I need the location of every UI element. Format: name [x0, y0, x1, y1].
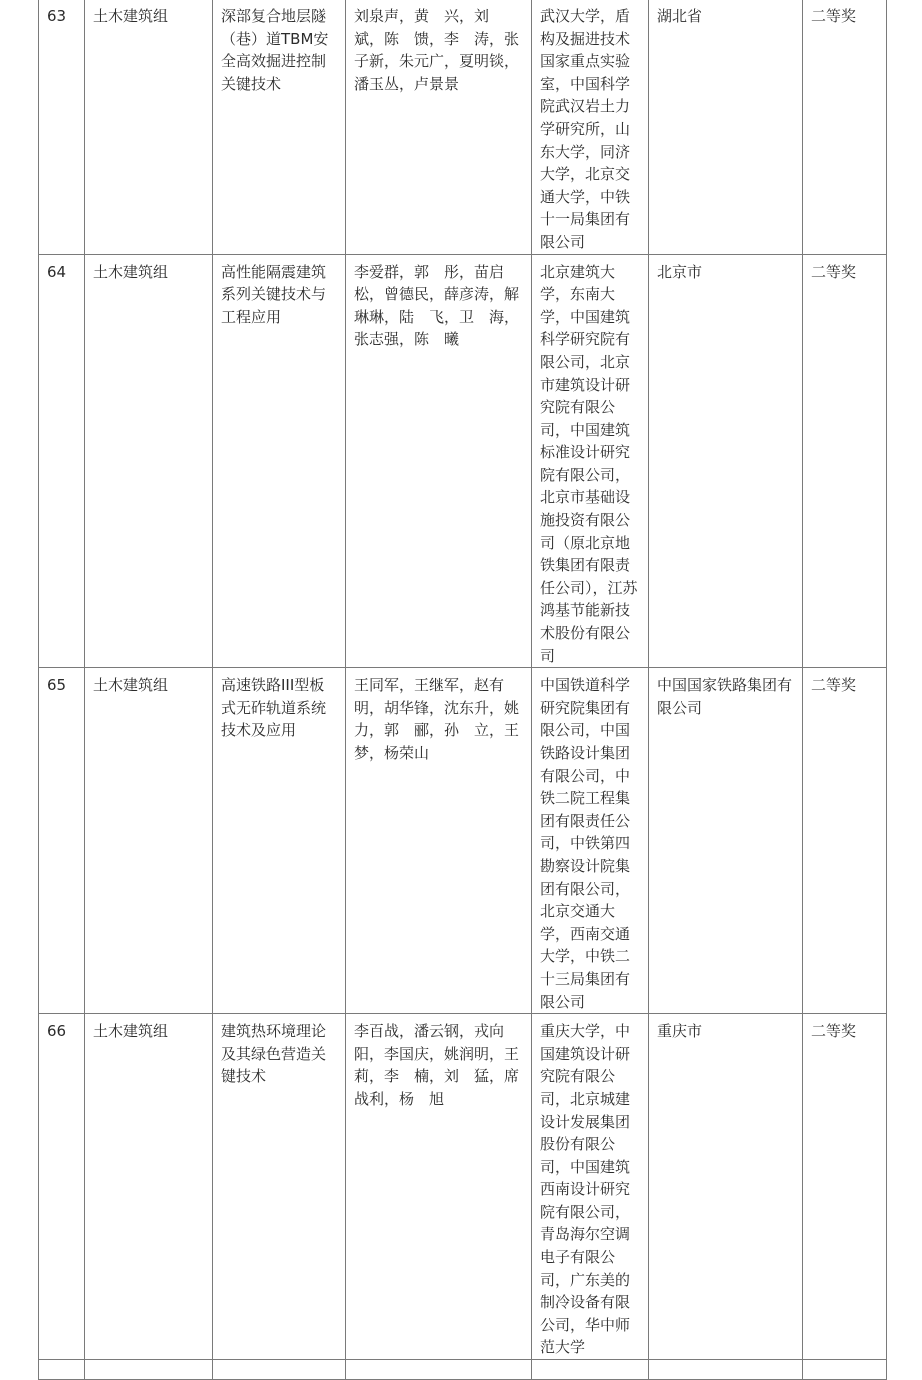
empty-cell [85, 1360, 213, 1380]
nominator-cell: 重庆市 [649, 1014, 803, 1360]
award-level-cell: 二等奖 [803, 668, 887, 1014]
row-number: 66 [39, 1014, 85, 1360]
project-name-cell: 建筑热环境理论及其绿色营造关键技术 [213, 1014, 346, 1360]
group-cell: 土木建筑组 [85, 0, 213, 254]
completers-cell: 李百战，潘云钢，戎向阳，李国庆，姚润明，王 莉，李 楠，刘 猛，席战利，杨 旭 [346, 1014, 532, 1360]
award-level-cell: 二等奖 [803, 1014, 887, 1360]
nominator-cell: 中国国家铁路集团有限公司 [649, 668, 803, 1014]
completers-cell: 李爱群，郭 彤，苗启松，曾德民，薛彦涛，解琳琳，陆 飞，卫 海，张志强，陈 曦 [346, 254, 532, 668]
table-row [39, 254, 887, 668]
award-level-cell: 二等奖 [803, 0, 887, 254]
project-name-cell: 深部复合地层隧（巷）道TBM安全高效掘进控制关键技术 [213, 0, 346, 254]
group-cell: 土木建筑组 [85, 254, 213, 668]
empty-cell [213, 1360, 346, 1380]
units-cell: 北京建筑大学，东南大学，中国建筑科学研究院有限公司，北京市建筑设计研究院有限公司，中国建筑标准设计研究院有限公司，北京市基础设施投资有限公司（原北京地铁集团有限责任公司），江苏鸿基节能新技术股份有限公司 [532, 254, 649, 668]
nominator-cell: 湖北省 [649, 0, 803, 254]
table-row-partial [39, 1360, 887, 1380]
table-row [39, 1014, 887, 1360]
group-cell: 土木建筑组 [85, 668, 213, 1014]
units-cell: 武汉大学，盾构及掘进技术国家重点实验室，中国科学院武汉岩土力学研究所，山东大学，同济大学，北京交通大学，中铁十一局集团有限公司 [532, 0, 649, 254]
row-number: 64 [39, 254, 85, 668]
completers-cell: 王同军，王继军，赵有明，胡华锋，沈东升，姚 力，郭 郦，孙 立，王 梦，杨荣山 [346, 668, 532, 1014]
award-level-cell: 二等奖 [803, 254, 887, 668]
row-number: 65 [39, 668, 85, 1014]
empty-cell [649, 1360, 803, 1380]
units-cell: 重庆大学，中国建筑设计研究院有限公司，北京城建设计发展集团股份有限公司，中国建筑西南设计研究院有限公司，青岛海尔空调电子有限公司，广东美的制冷设备有限公司，华中师范大学 [532, 1014, 649, 1360]
table-row [39, 0, 887, 254]
empty-cell [532, 1360, 649, 1380]
empty-cell [346, 1360, 532, 1380]
empty-cell [803, 1360, 887, 1380]
units-cell: 中国铁道科学研究院集团有限公司，中国铁路设计集团有限公司，中铁二院工程集团有限责任公司，中铁第四勘察设计院集团有限公司，北京交通大学，西南交通大学，中铁二十三局集团有限公司 [532, 668, 649, 1014]
table-row [39, 668, 887, 1014]
row-number: 63 [39, 0, 85, 254]
nominator-cell: 北京市 [649, 254, 803, 668]
empty-cell [39, 1360, 85, 1380]
group-cell: 土木建筑组 [85, 1014, 213, 1360]
completers-cell: 刘泉声，黄 兴，刘 斌，陈 馈，李 涛，张子新，朱元广，夏明锬，潘玉丛，卢景景 [346, 0, 532, 254]
project-name-cell: 高性能隔震建筑系列关键技术与工程应用 [213, 254, 346, 668]
award-table [38, 0, 887, 1380]
project-name-cell: 高速铁路III型板式无砟轨道系统技术及应用 [213, 668, 346, 1014]
